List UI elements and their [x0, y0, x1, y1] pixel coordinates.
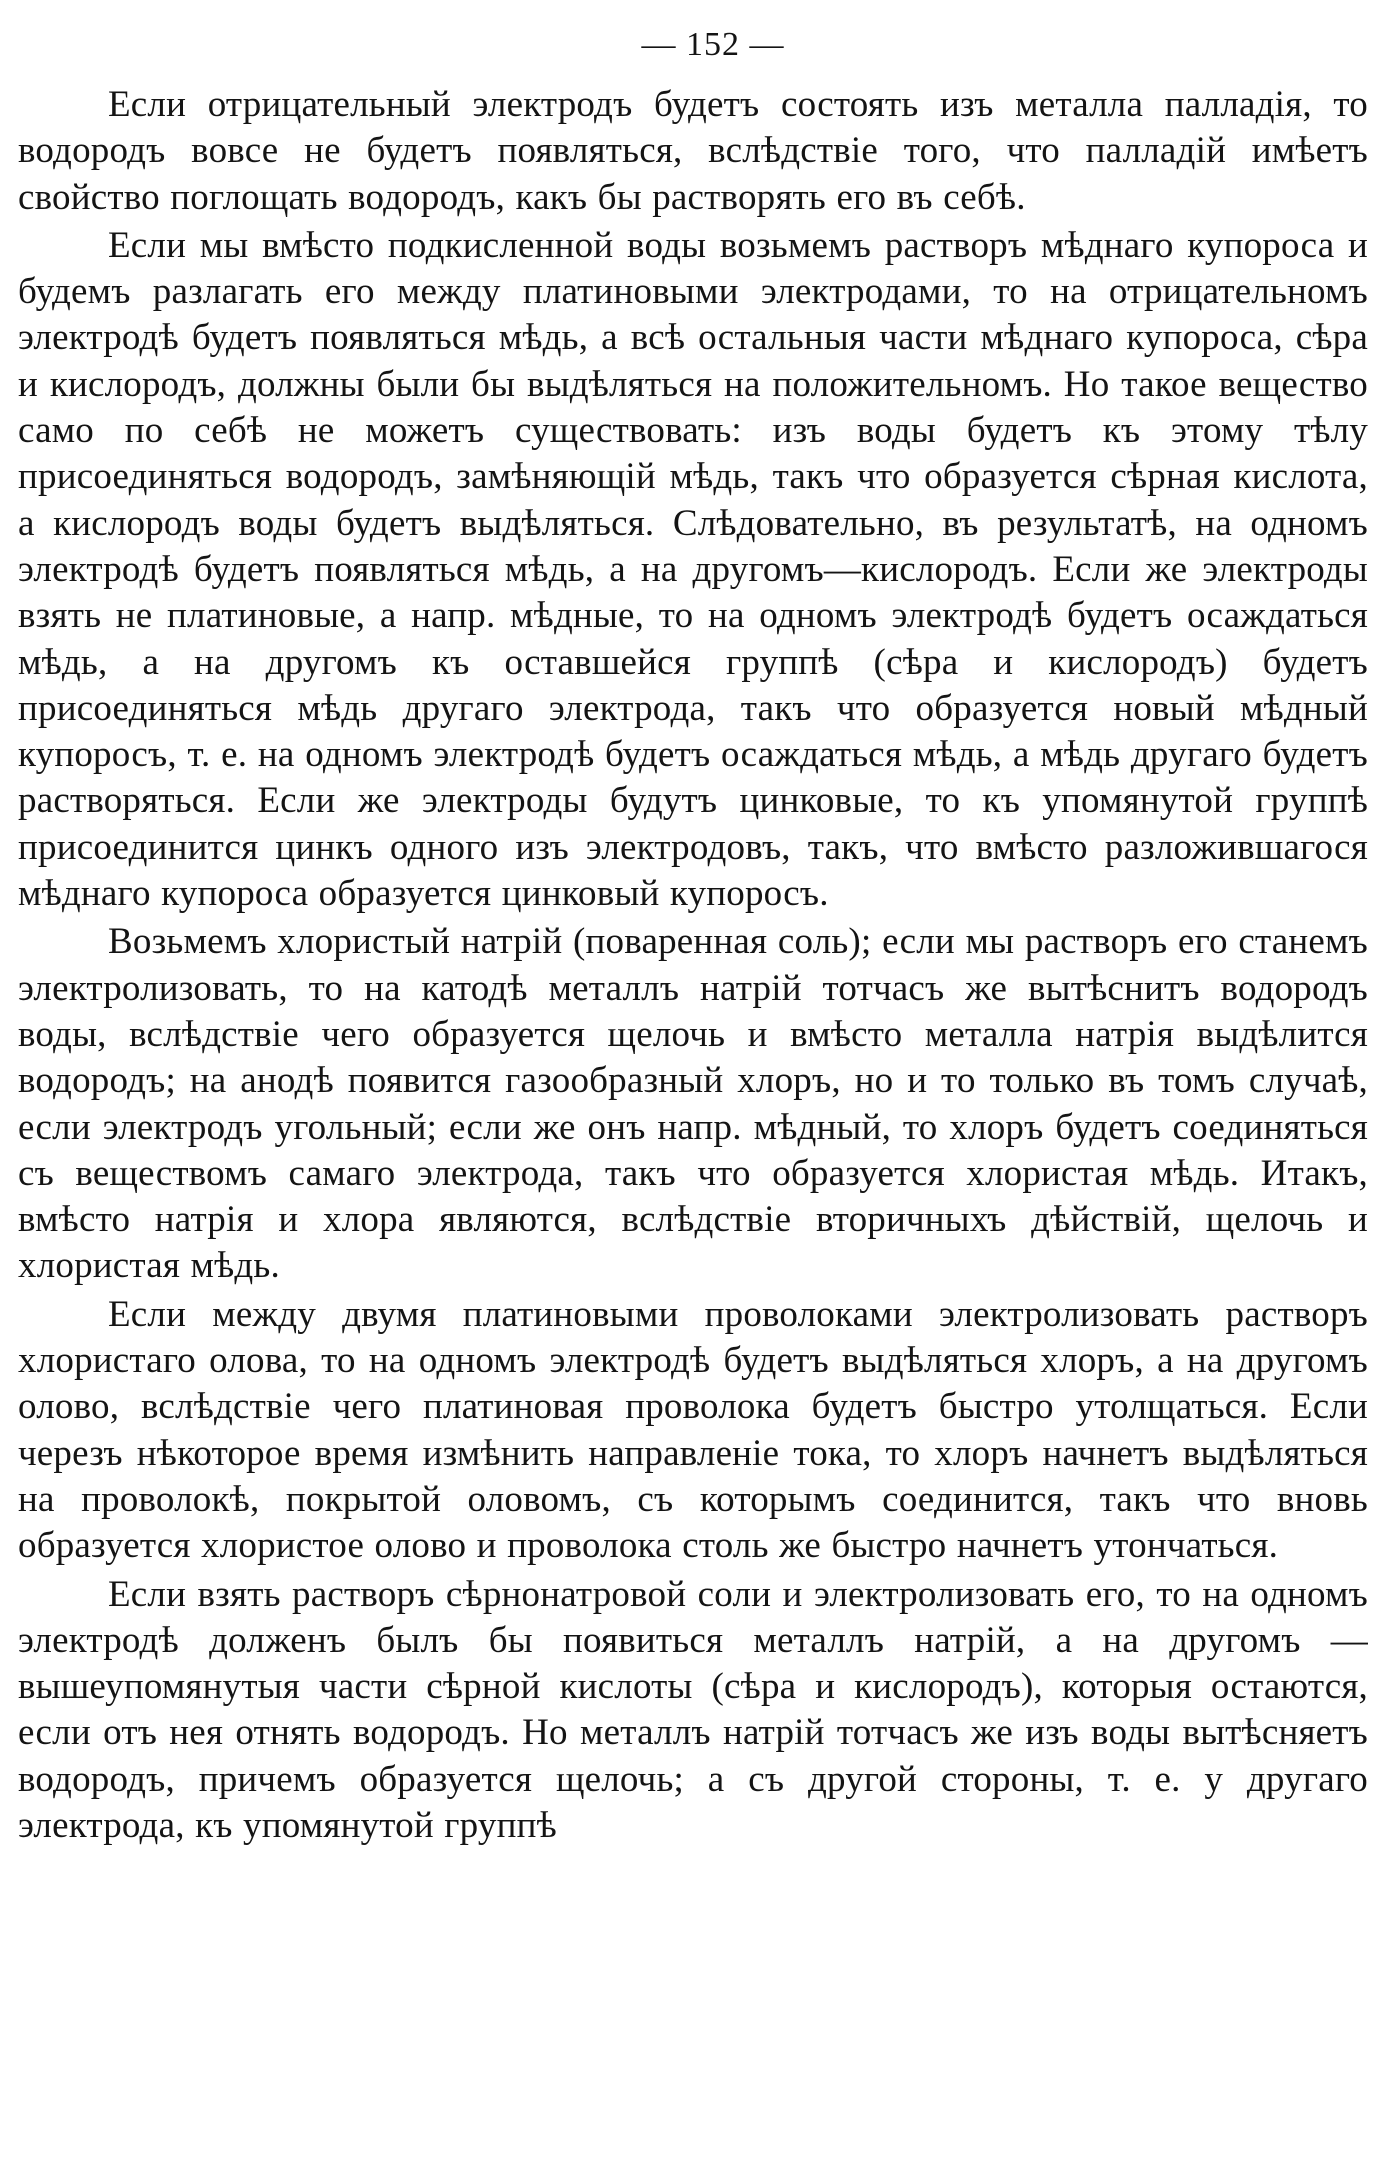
- page-number: — 152 —: [641, 26, 785, 63]
- paragraph-palladium: Если отрицательный электродъ будетъ состоять изъ металла палладія, то водородъ вовсе не будетъ появляться, вслѣдствіе того, что палладій имѣетъ свойство поглощать водородъ, какъ бы растворять его въ себѣ.: [18, 84, 1368, 218]
- paragraph-tin-chloride: Если между двумя платиновыми проволоками электролизовать растворъ хлористаго олова, то на одномъ электродѣ будетъ выдѣляться хлоръ, а на другомъ олово, вслѣдствіе чего платиновая проволока будетъ быстро утолщаться. Если черезъ нѣкоторое время измѣнить направленіе тока, то хлоръ начнетъ выдѣляться на проволокѣ, покрытой оловомъ, съ которымъ соединится, такъ что вновь образуется хлористое олово и проволока столь же быстро начнетъ утончаться.: [18, 1293, 1368, 1567]
- paragraph-sodium-sulfate: Если взять растворъ сѣрнонатровой соли и электролизовать его, то на одномъ электродѣ долженъ былъ бы появиться металлъ натрій, а на другомъ — вышеупомянутыя части сѣрной кислоты (сѣра и кислородъ), которыя остаются, если отъ нея отнять водородъ. Но металлъ натрій тотчасъ же изъ воды вытѣсняетъ водородъ, причемъ образуется щелочь; а съ другой стороны, т. е. у другаго электрода, къ упомянутой группѣ: [18, 1573, 1368, 1846]
- paragraph-copper-sulfate: Если мы вмѣсто подкисленной воды возьмемъ растворъ мѣднаго купороса и будемъ разлагать его между платиновыми электродами, то на отрицательномъ электродѣ будетъ появляться мѣдь, а всѣ остальныя части мѣднаго купороса, сѣра и кислородъ, должны были бы выдѣляться на положительномъ. Но такое вещество само по себѣ не можетъ существовать: изъ воды будетъ къ этому тѣлу присоединяться водородъ, замѣняющій мѣдь, такъ что образуется сѣрная кислота, а кислородъ воды будетъ выдѣляться. Слѣдовательно, въ результатѣ, на одномъ электродѣ будетъ появляться мѣдь, а на другомъ—кислородъ. Если же электроды взять не платиновые, а напр. мѣдные, то на одномъ электродѣ будетъ осаждаться мѣдь, а на другомъ къ оставшейся группѣ (сѣра и кислородъ) будетъ присоединяться мѣдь другаго электрода, такъ что образуется новый мѣдный купоросъ, т. е. на одномъ электродѣ будетъ осаждаться мѣдь, а мѣдь другаго будетъ растворяться. Если же электроды будутъ цинковые, то къ упомянутой группѣ присоединится цинкъ одного изъ электродовъ, такъ, что вмѣсто разложившагося мѣднаго купороса образуется цинковый купоросъ.: [18, 224, 1368, 915]
- book-page: [18, 20, 1368, 2145]
- paragraph-sodium-chloride: Возьмемъ хлористый натрій (поваренная соль); если мы растворъ его станемъ электролизовать, то на катодѣ металлъ натрій тотчасъ же вытѣснитъ водородъ воды, вслѣдствіе чего образуется щелочь и вмѣсто металла натрія выдѣлится водородъ; на анодѣ появится газообразный хлоръ, но и то только въ томъ случаѣ, если электродъ угольный; если же онъ напр. мѣдный, то хлоръ будетъ соединяться съ веществомъ самаго электрода, такъ что образуется хлористая мѣдь. Итакъ, вмѣсто натрія и хлора являются, вслѣдствіе вторичныхъ дѣйствій, щелочь и хлористая мѣдь.: [18, 921, 1368, 1287]
